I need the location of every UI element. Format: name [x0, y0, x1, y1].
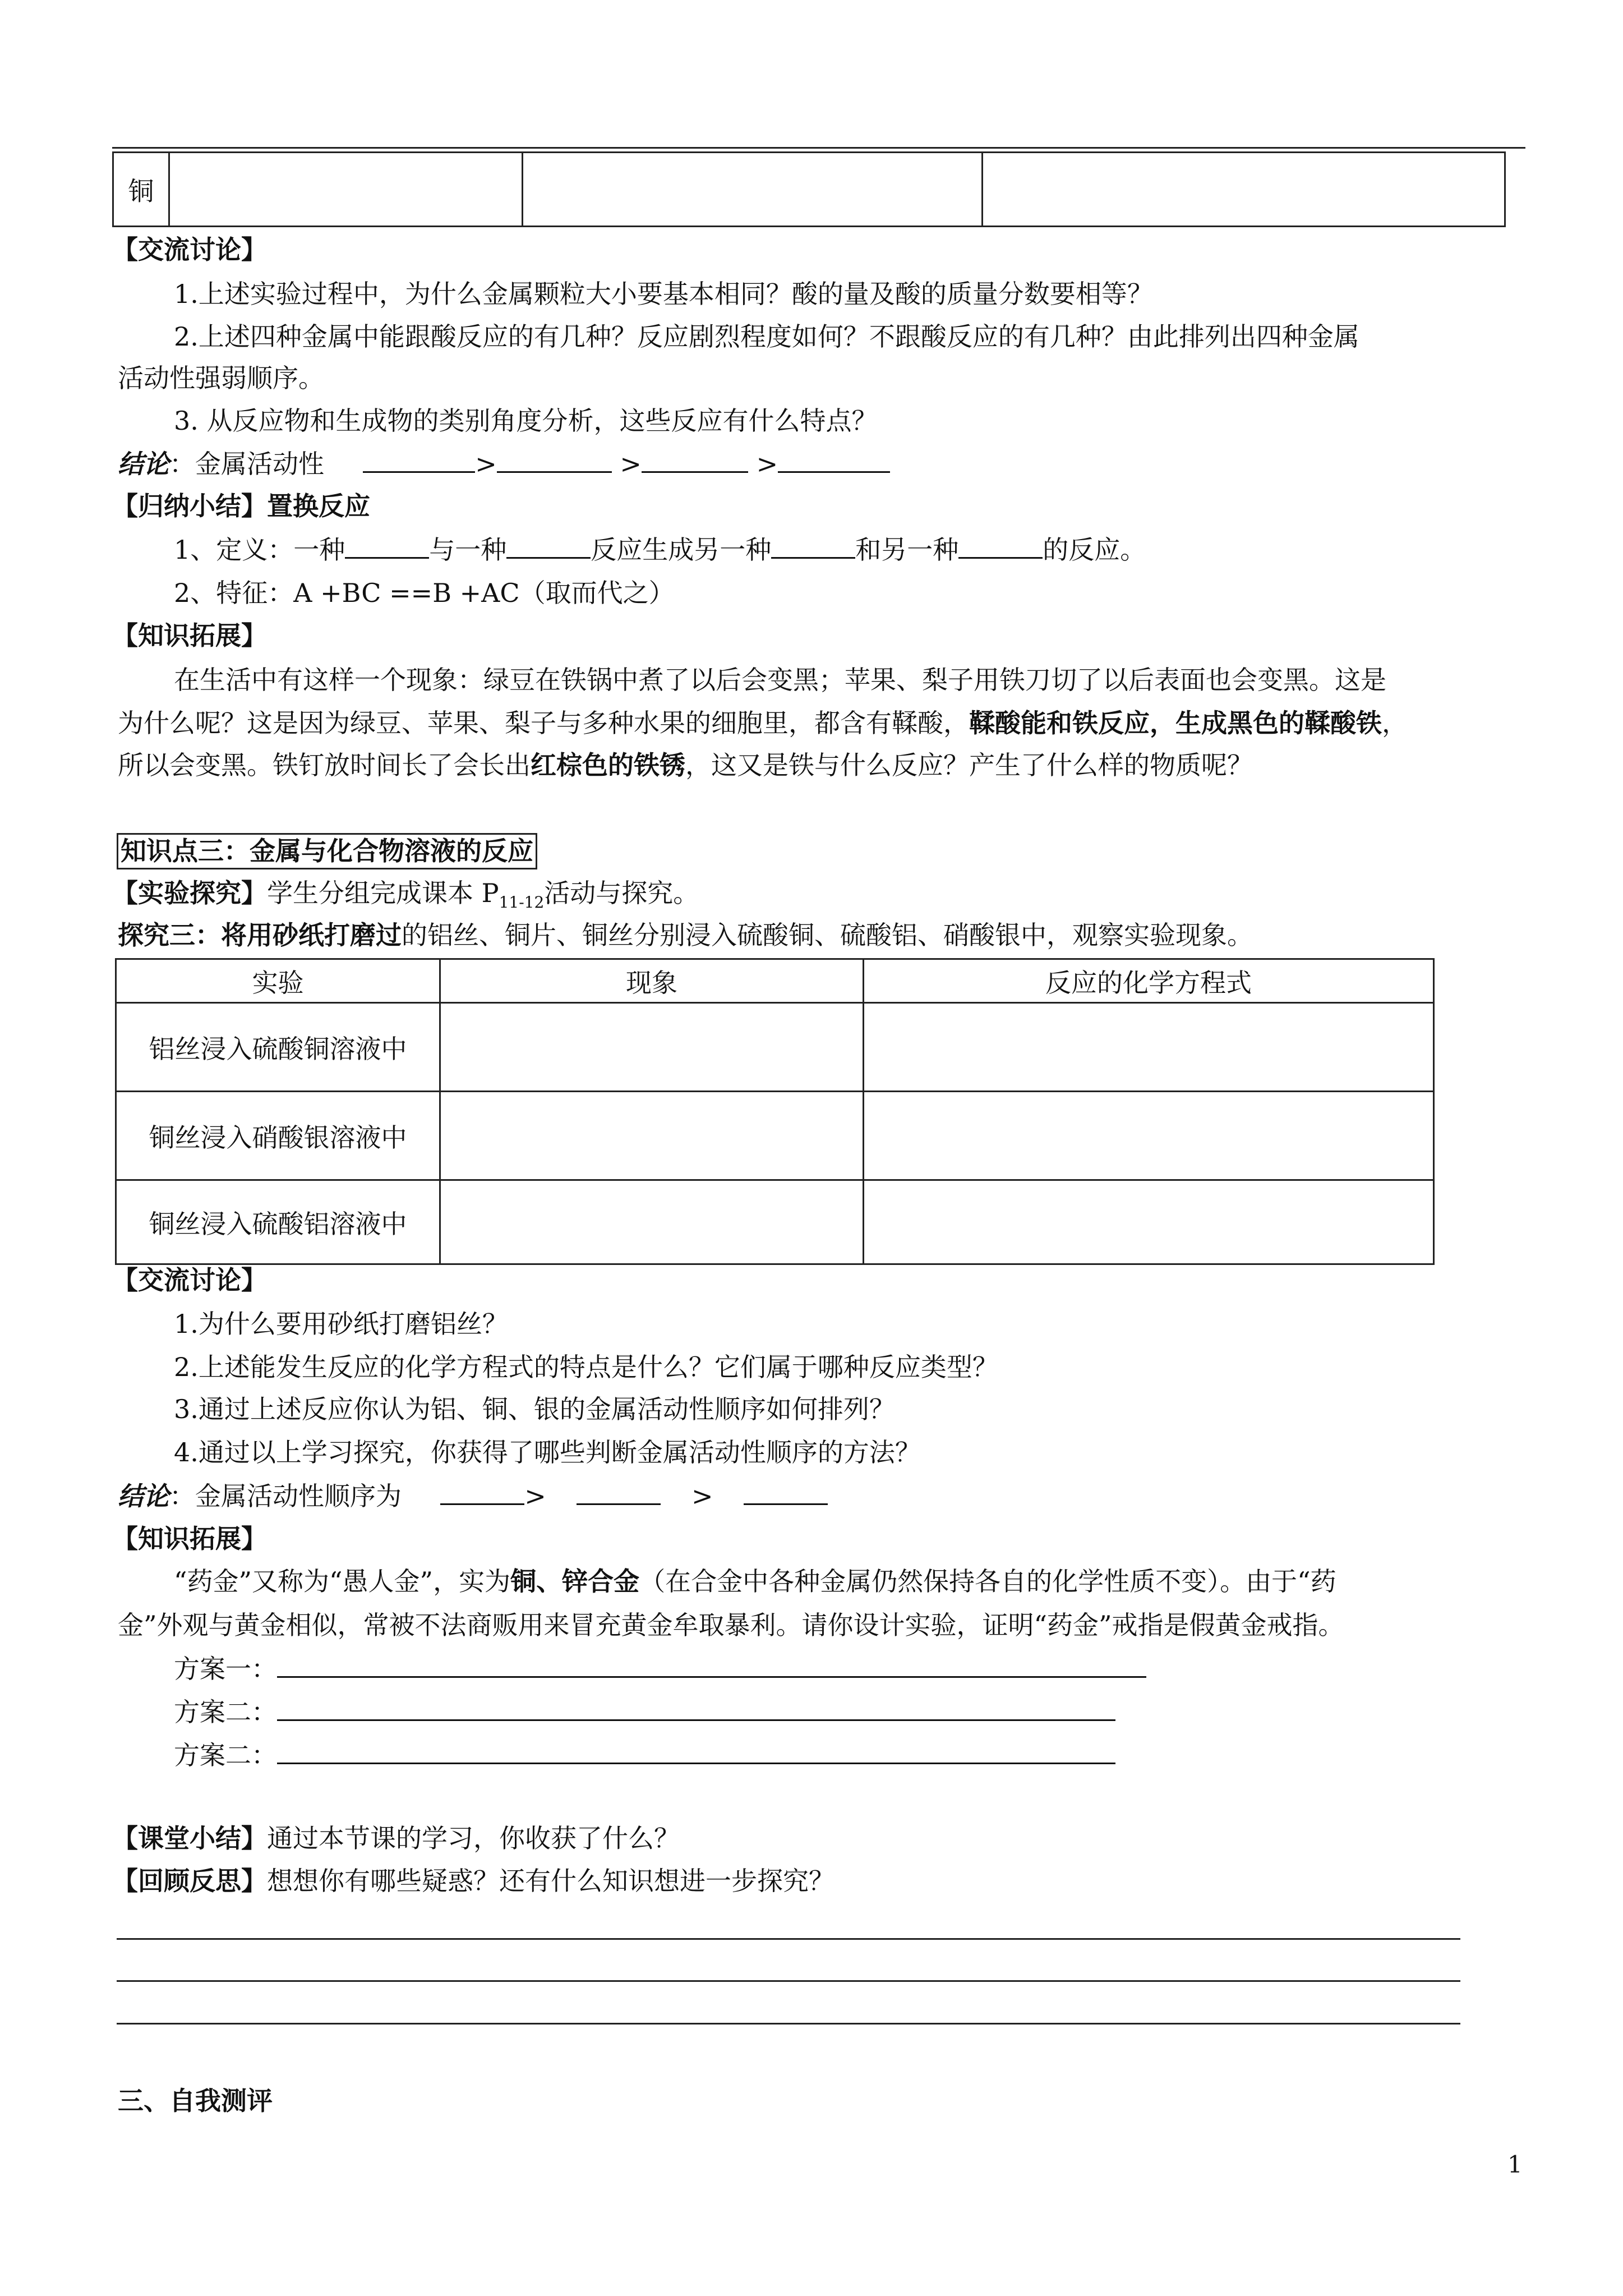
table-row-label: 铜丝浸入硫酸铝溶液中 — [116, 1180, 440, 1264]
table-cell — [440, 1180, 864, 1264]
table-cell — [864, 1180, 1434, 1264]
table-cell — [440, 1092, 864, 1180]
discuss2-q3: 3.通过上述反应你认为铝、铜、银的金属活动性顺序如何排列？ — [174, 1394, 895, 1424]
table-header: 实验 — [116, 959, 440, 1003]
probe-line: 探究三：将用砂纸打磨过的铝丝、铜片、铜丝分别浸入硫酸铜、硫酸铝、硝酸银中，观察实验现象。 — [118, 920, 1253, 950]
discuss-q3: 3. 从反应物和生成物的类别角度分析，这些反应有什么特点？ — [174, 406, 878, 436]
discuss2-q1: 1.为什么要用砂纸打磨铝丝？ — [174, 1309, 508, 1339]
experiment-table — [115, 958, 1435, 1265]
extension-header-2: 【知识拓展】 — [112, 1524, 267, 1554]
top-table-cell — [983, 153, 1505, 227]
gt-sign: > — [475, 449, 497, 479]
conclusion-text: ：金属活动性 — [169, 449, 324, 479]
page-number: 1 — [1507, 2151, 1523, 2178]
table-row-label: 铝丝浸入硫酸铜溶液中 — [116, 1003, 440, 1092]
discuss2-q4: 4.通过以上学习探究，你获得了哪些判断金属活动性顺序的方法？ — [174, 1437, 921, 1467]
top-table-cell — [169, 153, 523, 227]
conclusion-label: 结论 — [118, 449, 169, 479]
review-reflection: 【回顾反思】想想你有哪些疑惑？还有什么知识想进一步探究？ — [112, 1866, 834, 1896]
plan-1: 方案一： — [174, 1654, 1146, 1685]
definition-line: 1、定义：一种 与一种 反应生成另一种 和另一种 的反应。 — [174, 535, 1146, 565]
gt-sign: > — [620, 449, 642, 479]
feature-line: 2、特征：A +BC ==B +AC（取而代之） — [174, 578, 675, 608]
extension-header-1: 【知识拓展】 — [112, 620, 267, 651]
top-table — [112, 151, 1506, 227]
top-table-cell — [523, 153, 983, 227]
answer-line — [117, 1980, 1460, 1982]
extension-1-line3: 所以会变黑。铁钉放时间长了会长出红棕色的铁锈，这又是铁与什么反应？产生了什么样的物质呢？ — [118, 750, 1253, 780]
conclusion-1 — [118, 449, 890, 480]
extension-1-line2: 为什么呢？这是因为绿豆、苹果、梨子与多种水果的细胞里，都含有鞣酸，鞣酸能和铁反应，生成黑色的鞣酸铁， — [118, 708, 1408, 738]
gt-sign: > — [756, 449, 778, 479]
self-test-heading: 三、自我测评 — [118, 2086, 273, 2116]
table-row-label: 铜丝浸入硝酸银溶液中 — [116, 1092, 440, 1180]
plan-3: 方案二： — [174, 1740, 1115, 1771]
experiment-line: 【实验探究】学生分组完成课本 $P_{11-12}$活动与探究。 — [112, 878, 699, 912]
plan-2: 方案二： — [174, 1697, 1115, 1728]
discuss-header-1: 【交流讨论】 — [112, 234, 267, 265]
class-summary: 【课堂小结】通过本节课的学习，你收获了什么？ — [112, 1823, 680, 1853]
top-rule — [112, 147, 1525, 149]
extension-1-line1: 在生活中有这样一个现象：绿豆在铁锅中煮了以后会变黑；苹果、梨子用铁刀切了以后表面也会变黑。这是 — [174, 665, 1386, 695]
discuss2-q2: 2.上述能发生反应的化学方程式的特点是什么？它们属于哪种反应类型？ — [174, 1352, 998, 1382]
table-cell — [864, 1092, 1434, 1180]
summary-header: 【归纳小结】置换反应 — [112, 491, 370, 521]
table-header: 反应的化学方程式 — [864, 959, 1434, 1003]
table-cell — [440, 1003, 864, 1092]
discuss-q2-line2: 活动性强弱顺序。 — [118, 363, 324, 393]
discuss-q2-line1: 2.上述四种金属中能跟酸反应的有几种？反应剧烈程度如何？不跟酸反应的有几种？由此排列出四种金属 — [174, 321, 1359, 352]
extension-2-line1: “药金”又称为“愚人金”，实为铜、锌合金（在合金中各种金属仍然保持各自的化学性质不变）。由于“药 — [174, 1566, 1336, 1596]
knowledge-point-title: 知识点三：金属与化合物溶液的反应 — [117, 833, 537, 869]
discuss-q1: 1.上述实验过程中，为什么金属颗粒大小要基本相同？酸的量及酸的质量分数要相等？ — [174, 279, 1153, 309]
discuss-header-2: 【交流讨论】 — [112, 1265, 267, 1295]
conclusion-2: 结论：金属活动性顺序为 > > — [118, 1481, 828, 1512]
table-cell — [864, 1003, 1434, 1092]
extension-2-line2: 金”外观与黄金相似，常被不法商贩用来冒充黄金牟取暴利。请你设计实验，证明“药金”戒指是假黄金戒指。 — [118, 1610, 1344, 1640]
answer-line — [117, 2023, 1460, 2024]
top-table-row-label: 铜 — [113, 153, 169, 227]
answer-line — [117, 1938, 1460, 1940]
table-header: 现象 — [440, 959, 864, 1003]
